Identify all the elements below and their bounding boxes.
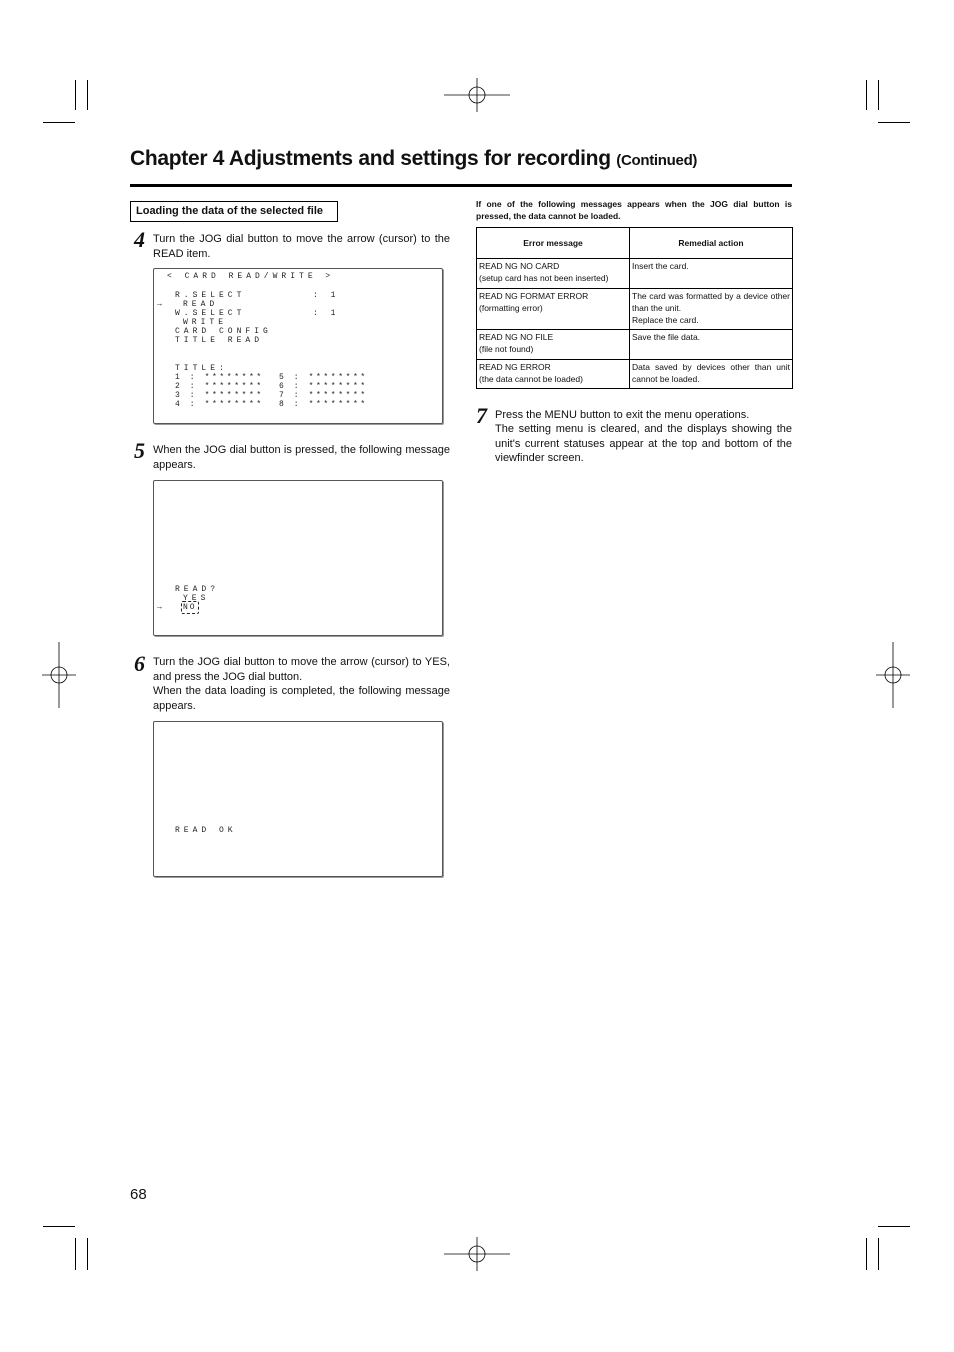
- error-table: [476, 227, 793, 389]
- section-heading: Loading the data of the selected file: [130, 201, 338, 222]
- option-no-highlighted: NO: [183, 603, 197, 612]
- step-text-7b: The setting menu is cleared, and the displays showing the unit's current statuses appear at the top and bottom of the viewfinder screen.: [495, 423, 792, 464]
- step-number-4: 4: [134, 227, 145, 252]
- option-yes: YES: [183, 594, 210, 603]
- error-message: READ NG ERROR: [479, 362, 551, 372]
- crop-mark: [43, 1226, 75, 1227]
- title-label: TITLE:: [175, 364, 228, 373]
- remedial-action-extra: Replace the card.: [632, 315, 699, 325]
- error-message: READ NG FORMAT ERROR: [479, 291, 589, 301]
- error-message-cell: [477, 289, 630, 330]
- remedial-action: Save the file data.: [632, 332, 701, 342]
- title-slot-4: 4 : ********: [175, 400, 264, 409]
- title-slot-6: 6 : ********: [279, 382, 368, 391]
- menu-item-write: WRITE: [183, 318, 228, 327]
- remedial-action-cell: [630, 289, 793, 330]
- remedial-action: Insert the card.: [632, 261, 689, 271]
- crop-mark: [866, 80, 867, 110]
- viewfinder-screen-read-ok: [153, 721, 443, 877]
- crop-mark: [75, 1238, 76, 1270]
- crop-mark: [878, 1238, 879, 1270]
- title-slot-3: 3 : ********: [175, 391, 264, 400]
- error-message-cell: [477, 360, 630, 389]
- menu-item-w-select: W.SELECT: [175, 309, 246, 318]
- error-detail: (file not found): [479, 344, 534, 354]
- column-header-error-message: Error message: [477, 228, 630, 259]
- table-row: [477, 330, 793, 360]
- registration-mark-left: [42, 642, 76, 708]
- read-ok-message: READ OK: [175, 826, 237, 835]
- menu-item-read: READ: [183, 300, 219, 309]
- r-select-value: : 1: [313, 291, 340, 300]
- remedial-action-cell: [630, 360, 793, 389]
- crop-mark: [878, 1226, 910, 1227]
- chapter-title-text: Chapter 4 Adjustments and settings for recording: [130, 147, 611, 170]
- screen-title: < CARD READ/WRITE >: [167, 272, 335, 281]
- remedial-action-cell: [630, 330, 793, 360]
- continued-label: (Continued): [616, 152, 698, 169]
- cursor-arrow: →: [157, 300, 162, 309]
- crop-mark: [878, 122, 910, 123]
- crop-mark: [75, 80, 76, 110]
- table-header-row: [477, 228, 793, 259]
- viewfinder-screen-card-read-write: [153, 268, 443, 424]
- error-detail: (formatting error): [479, 303, 543, 313]
- remedial-action: Data saved by devices other than unit cannot be loaded.: [632, 362, 790, 384]
- menu-item-card-config: CARD CONFIG: [175, 327, 272, 336]
- remedial-action-cell: [630, 259, 793, 289]
- registration-mark-right: [876, 642, 910, 708]
- viewfinder-screen-read-confirm: [153, 480, 443, 636]
- step-number-7: 7: [476, 403, 487, 428]
- step-text-4: Turn the JOG dial button to move the arrow (cursor) to the READ item.: [153, 233, 450, 260]
- crop-mark: [87, 1238, 88, 1270]
- title-slot-5: 5 : ********: [279, 373, 368, 382]
- crop-mark: [43, 122, 75, 123]
- error-message: READ NG NO CARD: [479, 261, 560, 271]
- table-row: [477, 259, 793, 289]
- w-select-value: : 1: [313, 309, 340, 318]
- registration-mark-top: [444, 78, 510, 112]
- title-slot-1: 1 : ********: [175, 373, 264, 382]
- title-slot-8: 8 : ********: [279, 400, 368, 409]
- step-text-7a: Press the MENU button to exit the menu operations.: [495, 409, 750, 421]
- error-message-cell: [477, 330, 630, 360]
- menu-item-title-read: TITLE READ: [175, 336, 264, 345]
- title-slot-7: 7 : ********: [279, 391, 368, 400]
- error-note: If one of the following messages appears when the JOG dial button is pressed, the data cannot be loaded.: [476, 199, 792, 221]
- title-rule: [130, 184, 792, 187]
- step-text-6b: When the data loading is completed, the following message appears.: [153, 685, 450, 712]
- menu-item-r-select: R.SELECT: [175, 291, 246, 300]
- error-detail: (the data cannot be loaded): [479, 374, 583, 384]
- title-slot-2: 2 : ********: [175, 382, 264, 391]
- remedial-action: The card was formatted by a device other than the unit.: [632, 291, 790, 313]
- page-number: 68: [130, 1186, 147, 1203]
- step-text-5: When the JOG dial button is pressed, the following message appears.: [153, 444, 450, 471]
- error-message-cell: [477, 259, 630, 289]
- error-message: READ NG NO FILE: [479, 332, 554, 342]
- table-row: [477, 289, 793, 330]
- crop-mark: [878, 80, 879, 110]
- step-number-6: 6: [134, 651, 145, 676]
- page-title: [130, 147, 697, 171]
- step-number-5: 5: [134, 438, 145, 463]
- read-prompt: READ?: [175, 585, 220, 594]
- crop-mark: [866, 1238, 867, 1270]
- table-row: [477, 360, 793, 389]
- cursor-arrow: →: [157, 603, 162, 612]
- column-header-remedial-action: Remedial action: [630, 228, 793, 259]
- registration-mark-bottom: [444, 1237, 510, 1271]
- error-detail: (setup card has not been inserted): [479, 273, 609, 283]
- crop-mark: [87, 80, 88, 110]
- step-text-6a: Turn the JOG dial button to move the arrow (cursor) to YES, and press the JOG dial button.: [153, 656, 450, 683]
